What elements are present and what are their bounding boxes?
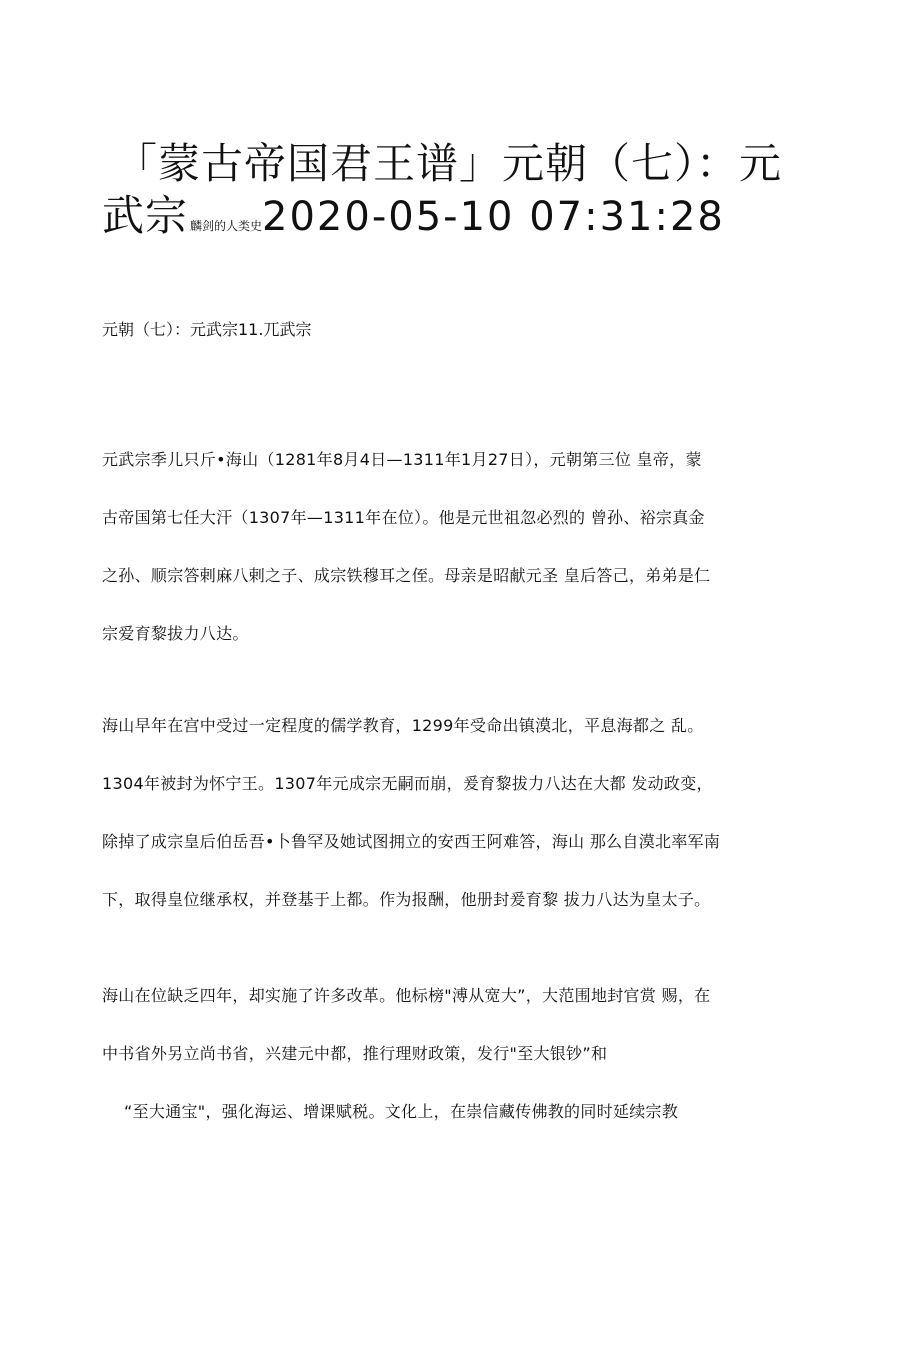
page-title-continued: 武宗 [102, 191, 189, 240]
paragraph-line: 古帝国第七任大汗（1307年—1311年在位）。他是元世祖忽必烈的 曾孙、裕宗真金 [102, 508, 705, 527]
author-name: 麟剑的人类史 [190, 219, 263, 233]
section-subtitle: 元朝（七）：元武宗11.兀武宗 [102, 320, 312, 339]
paragraph-reign [102, 984, 822, 1158]
publish-datetime: 2020-05-10 07:31:28 [262, 194, 725, 240]
paragraph-line: 中书省外另立尚书省，兴建元中都，推行理财政策，发行"至大银钞”和 [102, 1044, 608, 1063]
page-title-line-1: 「蒙古帝国君王谱」元朝（七）：元 [115, 139, 783, 189]
page-title-line-2 [102, 186, 725, 256]
paragraph-line: 海山早年在宫中受过一定程度的儒学教育，1299年受命出镇漠北，平息海都之 乱。 [102, 716, 704, 735]
paragraph-line: 元武宗季儿只斤•海山（1281年8月4日—1311年1月27日），元朝第三位 皇帝，蒙 [102, 450, 702, 469]
paragraph-early-life [102, 714, 822, 946]
paragraph-line: 1304年被封为怀宁王。1307年元成宗无嗣而崩，爰育黎拔力八达在大都 发动政变， [102, 774, 713, 793]
paragraph-biography [102, 448, 822, 680]
paragraph-line: 宗爱育黎拔力八达。 [102, 624, 249, 643]
paragraph-line: 除掉了成宗皇后伯岳吾•卜鲁罕及她试图拥立的安西王阿难答，海山 那么自漠北率军南 [102, 832, 721, 851]
paragraph-line: “至大通宝"，强化海运、增课赋税。文化上，在崇信藏传佛教的同时延续宗教 [124, 1102, 679, 1121]
paragraph-line: 下，取得皇位继承权，并登基于上都。作为报酬，他册封爰育黎 拔力八达为皇太子。 [102, 890, 711, 909]
paragraph-line: 海山在位缺乏四年，却实施了许多改革。他标榜"溥从宽大”，大范围地封官赏 赐，在 [102, 986, 711, 1005]
paragraph-line: 之孙、顺宗答剌麻八剌之子、成宗铁穆耳之侄。母亲是昭献元圣 皇后答己，弟弟是仁 [102, 566, 711, 585]
